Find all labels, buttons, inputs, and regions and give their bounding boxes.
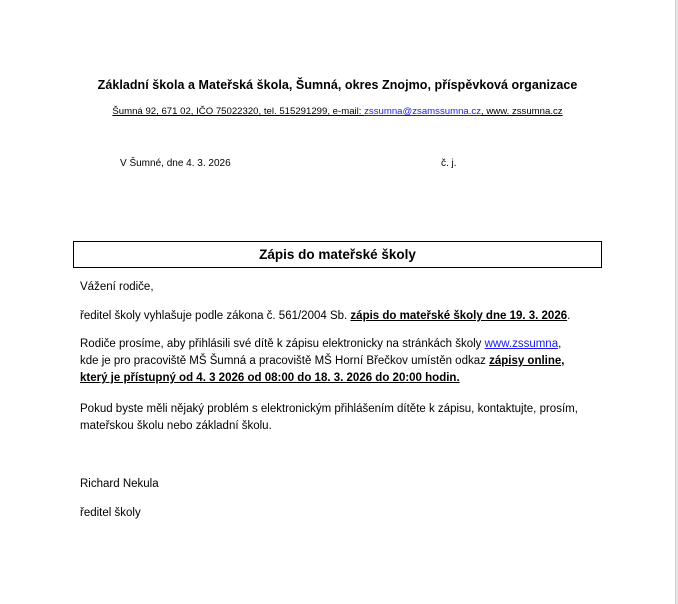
announcement-end: . xyxy=(567,310,571,322)
paragraph-announcement xyxy=(80,308,580,325)
school-name-heading: Základní škola a Mateřská škola, Šumná, okres Znojmo, příspěvková organizace xyxy=(97,78,578,92)
online-enrollment-period: zápisy online, který je přístupný od 4. 3 2026 od 08:00 do 18. 3. 2026 do 20:00 hodin. xyxy=(80,355,565,384)
paragraph-instructions xyxy=(80,336,580,387)
school-contact-line xyxy=(0,106,675,117)
instructions-text-2: , kde je pro pracoviště MŠ Šumná a pracoviště MŠ Horní Břečkov umístěn odkaz xyxy=(80,338,562,367)
place-date: V Šumné, dne 4. 3. 2026 xyxy=(120,158,231,169)
paragraph-contact: Pokud byste měli nějaký problém s elektronickým přihlášením dítěte k zápisu, kontaktujte, prosím, mateřskou školu nebo základní školu. xyxy=(80,403,578,432)
announcement-text: ředitel školy vyhlašuje podle zákona č. 561/2004 Sb. xyxy=(80,310,351,322)
enrollment-date: zápis do mateřské školy dne 19. 3. 2026 xyxy=(350,310,568,322)
reference-number: č. j. xyxy=(441,158,457,169)
document-title: Zápis do mateřské školy xyxy=(73,241,602,268)
greeting: Vážení rodiče, xyxy=(80,281,154,293)
instructions-text: Rodiče prosíme, aby přihlásili své dítě k zápisu elektronicky na stránkách školy xyxy=(80,338,485,350)
signer-role: ředitel školy xyxy=(80,507,141,519)
web-text: , www. zssumna.cz xyxy=(481,106,563,117)
signer-name: Richard Nekula xyxy=(80,478,159,490)
school-website-link[interactable]: www.zssumna xyxy=(484,338,559,350)
email-link[interactable]: zssumna@zsamssumna.cz xyxy=(364,106,482,117)
address-text: Šumná 92, 671 02, IČO 75022320, tel. 515291299, e-mail: xyxy=(112,106,365,117)
